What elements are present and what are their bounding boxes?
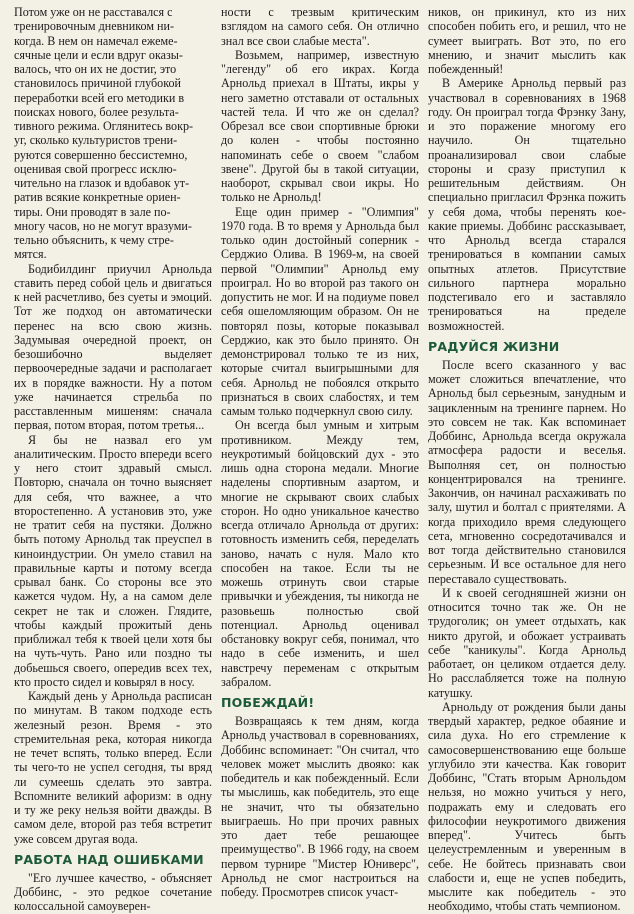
paragraph: Я бы не назвал его ум аналитическим. Просто впереди всего у него стоит здравый смысл. Повторю, сначала он точно выясняет для себя, что важнее, а что второстепенно. А установив это, уже не тратит себя на пустяки. Должно быть потому Арнольд так преуспел в киноиндустрии. Он умело ставил на правильные карты и потому всегда срывал банк. Со стороны все это кажется чудом. Ну, а на самом деле секрет не так и сложен. Глядите, чтобы каждый прожитый день приближал тебя к твоей цели хотя бы на чуть-чуть. Рано или поздно ты добьешься своего, опередив всех тех, кто просто сидел и ковырял в носу.: [14, 432, 216, 689]
paragraph: ности с трезвым критическим взглядом на самого себя. Он отлично знал все свои слабые места".: [221, 5, 423, 48]
paragraph: ников, он прикинул, кто из них способен побить его, и решил, что не сумеет выиграть. Вот это, по его мнению, и значит мыслить как побежденный!: [428, 5, 630, 76]
paragraph: Бодибилдинг приучил Арнольда ставить перед собой цель и двигаться к ней расчетливо, без суеты и эмоций. Тот же подход он автоматически перенес на всю свою жизнь. Задумывая очередной проект, он безошибочно выделяет первоочередные задачи и располагает их в порядке важности. Ну а потом уже начинается стрельба по расставленным мишеням: сначала первая, потом вторая, потом третья...: [14, 261, 216, 433]
paragraph: И к своей сегодняшней жизни он относится точно так же. Он не трудоголик; он умеет отдыхать, как никто другой, и обожает устраивать себе "каникулы". Когда Арнольд работает, он целиком отдается делу. Но расслабляется тоже на полную катушку.: [428, 585, 630, 700]
paragraph: В Америке Арнольд первый раз участвовал в соревнованиях в 1968 году. Он проиграл тогда Фрэнку Зану, и это поражение многому его научило. Он тщательно проанализировал свои слабые стороны и сразу приступил к решительным действиям. Он специально пригласил Фрэнка пожить у себя дома, чтобы перенять кое-какие приемы. Доббинс рассказывает, что Арнольд всегда старался тренироваться в компании самых опытных атлетов. Присутствие сильного партнера морально подстегивало его и заставляло тренироваться на пределе возможностей.: [428, 76, 630, 333]
paragraph: Возьмем, например, известную "легенду" об его икрах. Когда Арнольд приехал в Штаты, икры у него заметно отставали от остальных частей тела. И что же он сделал? Обрезал все свои спортивные брюки до колен - чтобы постоянно напоминать себе о своем "слабом звене". Другой бы в такой ситуации, наоборот, скрывал свои икры. Но только не Арнольд!: [221, 47, 423, 205]
paragraph: Возвращаясь к тем дням, когда Арнольд участвовал в соревнованиях, Доббинс вспоминает: "Он считал, что человек может мыслить двояко: как победитель и как побежденный. Если ты мыслишь, как победитель, это еще не значит, что ты обязательно выиграешь. Но при прочих равных это дает тебе решающее преимущество". В 1966 году, на своем первом турнире "Мистер Юниверс", Арнольд не смог настроиться на победу. Просмотрев список участ-: [221, 714, 423, 899]
section-heading: РАДУЙСЯ ЖИЗНИ: [428, 338, 560, 354]
section-heading: ПОБЕЖДАЙ!: [221, 695, 315, 710]
paragraph: Потом уже он не расставался с тренировочным дневником ни- когда. В нем он намечал ежеме- сячные цели и если вдруг оказы- валось, что он их не достиг, это становилось причиной глубокой переработки всей его методики в поисках нового, более результа- тивного режима. Оглянитесь вокр- уг, сколько культуристов трени- руются совершенно бессистемно, оценивая свой прогресс исклю- чительно на глазок и вдобавок ут- ратив всякие конкретные ориен- тиры. Они проводят в зале по- многу часов, но не могут вразуми- тельно объяснить, к чему стре- мятся.: [14, 5, 194, 262]
text-column-3: [428, 5, 630, 914]
paragraph: Еще один пример - "Олимпия" 1970 года. В то время у Арнольда был только один достойный соперник - Серджио Олива. В 1969-м, на своей первой "Олимпии" Арнольд ему проиграл. Но во второй раз такого он допустить не мог. И на подиуме повел себя ошеломляющим образом. Он не повторял позы, которые показывал Серджио, как это было принято. Он демонстрировал только те из них, которые считал выигрышными для себя. Арнольд не побоялся открыто признаться в своих слабостях, и тем самым только подчеркнул свою силу.: [221, 204, 423, 418]
paragraph: Он всегда был умным и хитрым противником. Между тем, неукротимый бойцовский дух - это лишь одна сторона медали. Многие наделены спортивным азартом, и многие не скрывают своих слабых сторон. Но одно уникальное качество всегда отличало Арнольда от других: готовность изменить себя, переделать заново, начать с нуля. Мало кто способен на такое. Если ты не можешь отринуть свои старые привычки и убеждения, ты никогда не разовьешь полностью свой потенциал. Арнольд оценивал обстановку вокруг себя, понимал, что надо в себе изменить, и шел навстречу переменам с открытым забралом.: [221, 418, 423, 689]
text-column-1: [14, 5, 216, 914]
paragraph: После всего сказанного у вас может сложиться впечатление, что Арнольд был серьезным, занудным и зацикленным на тренинге парнем. Но это совсем не так. Как вспоминает Доббинс, Арнольда всегда окружала атмосфера радости и веселья. Выполняя сет, он полностью концентрировался на тренинге. Закончив, он начинал расхаживать по залу, шутил и болтал с приятелями. А когда приходило время следующего сета, мгновенно сосредотачивался и вот тогда действительно становился серьезным. И все остальное для него переставало существовать.: [428, 357, 630, 586]
section-heading: РАБОТА НАД ОШИБКАМИ: [14, 851, 204, 867]
paragraph: Каждый день у Арнольда расписан по минутам. В таком подходе есть железный резон. Время - это стремительная река, которая никогда не течет вспять, только вперед. Если ты чего-то не успел сегодня, ты вряд ли сумеешь сделать это завтра. Вспомните великий афоризм: в одну и ту же реку нельзя войти дважды. В самом деле, второй раз тебя встретит уже совсем другая вода.: [14, 689, 216, 846]
paragraph: "Его лучшее качество, - объясняет Доббинс, - это редкое сочетание колоссальной самоуверен-: [14, 870, 216, 914]
paragraph: Арнольду от рождения были даны твердый характер, редкое обаяние и сила духа. Но его стремление к самосовершенствованию еще больше углубило эти качества. Как говорит Доббинс, "Стать вторым Арнольдом нельзя, но можно учиться у него, подражать ему и следовать его философии неукротимого движения вперед". Учитесь быть целеустремленным и уверенным в себе. Не бойтесь признавать свои слабости и, еще не успев победить, мыслите как победитель - это необходимо, чтобы стать чемпионом.: [428, 699, 630, 914]
text-column-2: [221, 5, 423, 907]
